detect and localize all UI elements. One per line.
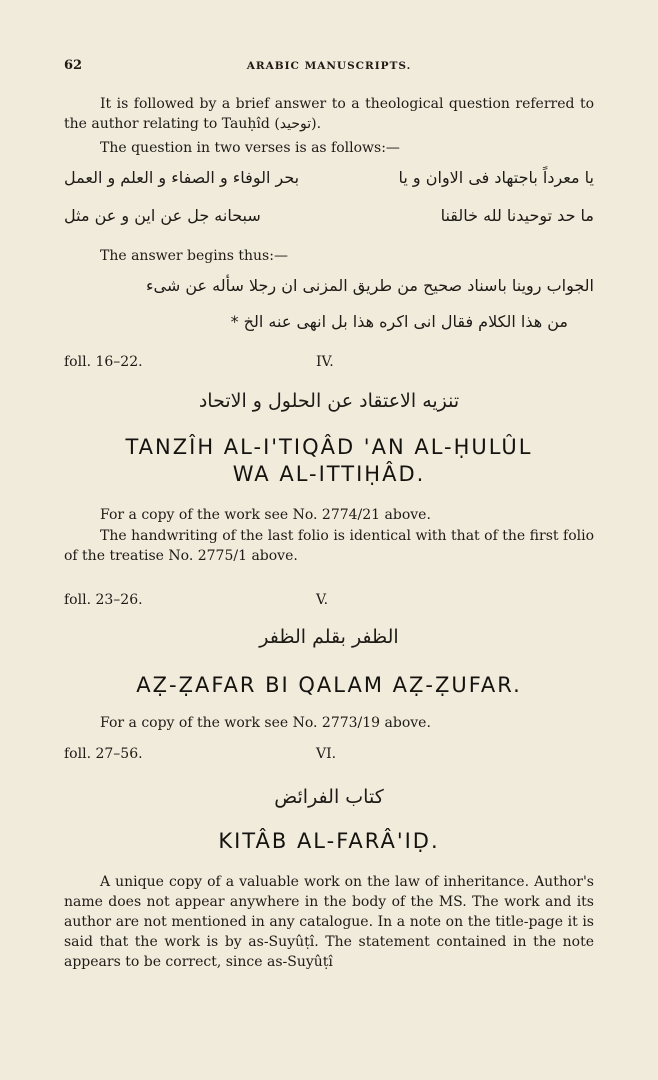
section-vi-arabic-title: كتاب الفرائض — [274, 786, 384, 808]
section-iv-title-line-2: WA AL-ITTIḤÂD. — [232, 462, 426, 486]
section-number: V. — [316, 592, 329, 608]
section-vi-para-1: A unique copy of a valuable work on the law of inheritance. Author's name does not appear anywhere in the body of the MS. The work and its author are not mentioned in any catalogue. In a note on the title-page it is said that the work is by as-Suyûṭî. The statement contained in the note appears to be correct, since as-Suyûṭî — [64, 874, 594, 970]
section-v-para-1: For a copy of the work see No. 2773/19 above. — [100, 715, 431, 731]
section-vi-title: KITÂB AL-FARÂ'IḌ. — [218, 829, 440, 853]
section-iv-title-line-1: TANZÎH AL-I'TIQÂD 'AN AL-ḤULÛL — [125, 435, 533, 459]
question-intro: The question in two verses is as follows:— — [100, 140, 400, 156]
running-title: ARABIC MANUSCRIPTS. — [246, 60, 412, 72]
section-number: IV. — [316, 354, 334, 370]
section-vi-header — [64, 746, 594, 766]
folio-range: foll. 16–22. — [64, 354, 143, 370]
section-v-title: AẒ-ẒAFAR BI QALAM AẒ-ẒUFAR. — [136, 673, 522, 697]
section-iv-para-2: The handwriting of the last folio is identical with that of the first folio of the treatise No. 2775/1 above. — [64, 528, 594, 564]
intro-paragraph: It is followed by a brief answer to a theological question referred to the author relating to Tauḥîd (توحيد). — [64, 96, 594, 132]
page-number: 62 — [64, 58, 83, 73]
verse-2-right-hemistich: ما حد توحيدنا لله خالقنا — [440, 206, 594, 225]
verse-2-left-hemistich: سبحانه جل عن اين و عن مثل — [64, 206, 261, 225]
section-v-header — [64, 592, 594, 612]
folio-range: foll. 23–26. — [64, 592, 143, 608]
section-iv-para-1: For a copy of the work see No. 2774/21 above. — [100, 507, 431, 523]
answer-arabic-line-1: الجواب روينا باسناد صحيح من طريق المزنى ان رجلا سأله عن شیء — [146, 276, 594, 295]
folio-range: foll. 27–56. — [64, 746, 143, 762]
section-v-arabic-title: الظفر بقلم الظفر — [259, 626, 399, 648]
section-iv-arabic-title: تنزيه الاعتقاد عن الحلول و الاتحاد — [198, 390, 460, 412]
page-header — [64, 58, 594, 78]
answer-intro: The answer begins thus:— — [100, 248, 288, 264]
section-number: VI. — [316, 746, 337, 762]
verse-1-left-hemistich: بحر الوفاء و الصفاء و العلم و العمل — [64, 168, 300, 187]
section-iv-header — [64, 354, 594, 374]
verse-1-right-hemistich: يا معرداً باجتهاد فی الاوان و یا — [398, 168, 594, 187]
answer-arabic-line-2: من هذا الكلام فقال انی اكره هذا بل انهی عنه الخ * — [230, 312, 568, 331]
